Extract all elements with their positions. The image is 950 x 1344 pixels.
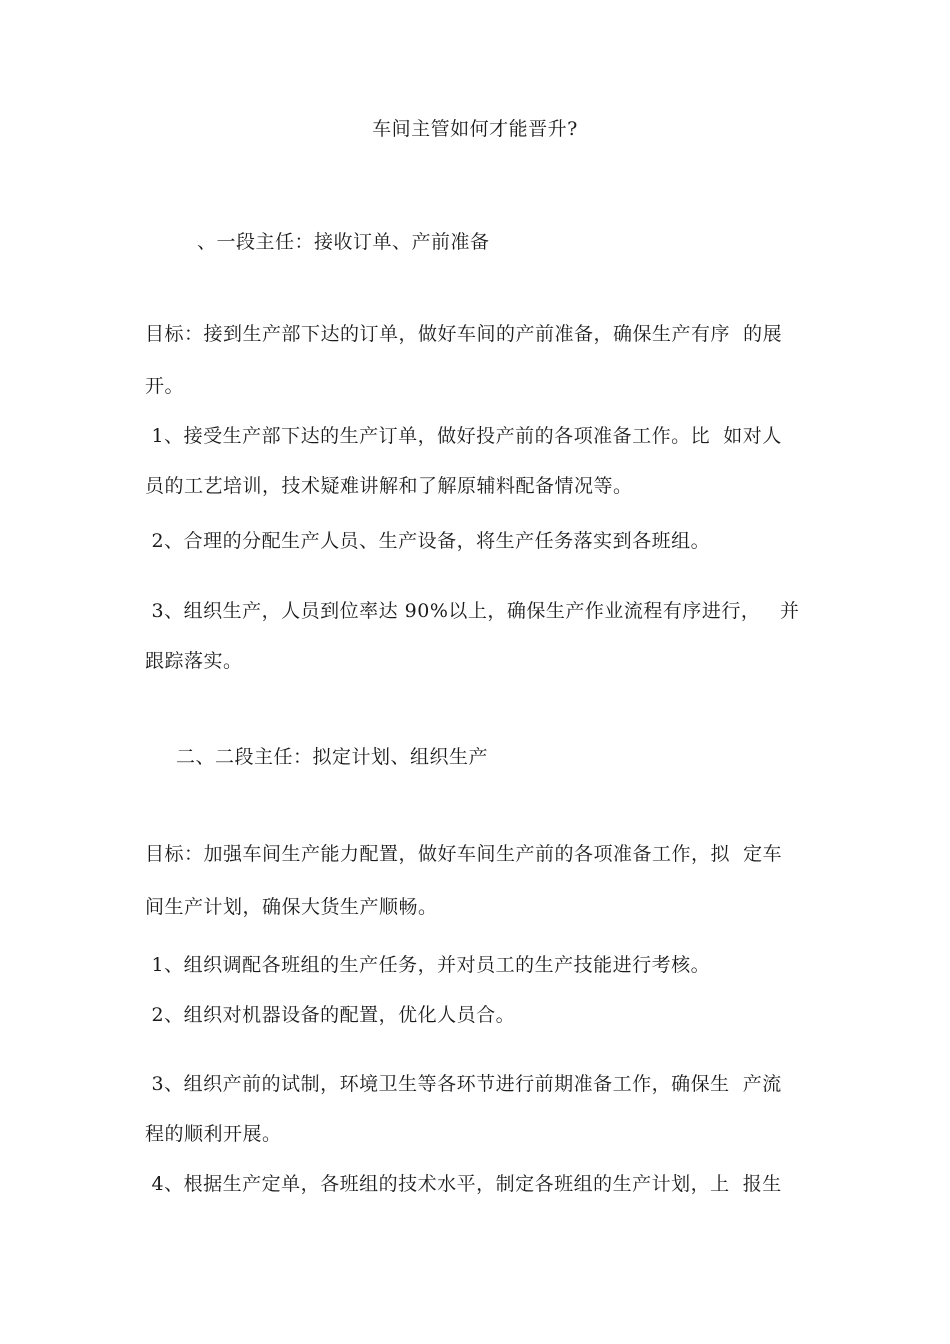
- section-1-heading: 、一段主任：接收订单、产前准备: [197, 231, 490, 253]
- section-1-item-1-line-1: 1、接受生产部下达的生产订单，做好投产前的各项准备工作。比 如对人: [145, 425, 782, 447]
- section-2-goal-line-1: 目标：加强车间生产能力配置，做好车间生产前的各项准备工作，拟 定车: [145, 843, 783, 865]
- section-2-item-2: 2、组织对机器设备的配置，优化人员合。: [145, 1004, 516, 1026]
- section-1-item-2: 2、合理的分配生产人员、生产设备，将生产任务落实到各班组。: [145, 530, 711, 552]
- section-2-item-3-line-2: 程的顺利开展。: [145, 1123, 282, 1145]
- section-2-heading: 二、二段主任：拟定计划、组织生产: [176, 746, 489, 768]
- section-2-item-3-line-1: 3、组织产前的试制，环境卫生等各环节进行前期准备工作，确保生 产流: [145, 1073, 782, 1095]
- section-1-goal-line-2: 开。: [145, 375, 185, 397]
- section-2-item-4-line-1: 4、根据生产定单，各班组的技术水平，制定各班组的生产计划，上 报生: [145, 1173, 782, 1195]
- page-title: 车间主管如何才能晋升?: [372, 118, 578, 140]
- section-1-goal-line-1: 目标：接到生产部下达的订单，做好车间的产前准备，确保生产有序 的展: [145, 323, 783, 345]
- section-1-item-3-line-2: 跟踪落实。: [145, 650, 243, 672]
- section-1-item-1-line-2: 员的工艺培训，技术疑难讲解和了解原辅料配备情况等。: [145, 475, 633, 497]
- section-1-item-3-line-1: 3、组织生产，人员到位率达 90%以上，确保生产作业流程有序进行， 并: [145, 600, 800, 622]
- section-2-item-1: 1、组织调配各班组的生产任务，并对员工的生产技能进行考核。: [145, 954, 711, 976]
- section-2-goal-line-2: 间生产计划，确保大货生产顺畅。: [145, 896, 438, 918]
